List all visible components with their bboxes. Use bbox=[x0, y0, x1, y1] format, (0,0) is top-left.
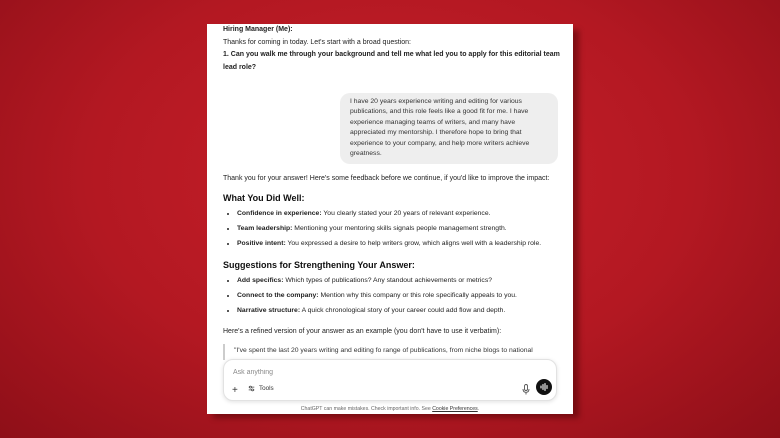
item-label: Add specifics: bbox=[237, 277, 284, 284]
question-line-1: 1. Can you walk me through your background and tell me what led you to apply for this editorial team bbox=[223, 51, 560, 58]
suggest-heading: Suggestions for Strengthening Your Answer: bbox=[223, 260, 415, 270]
well-heading: What You Did Well: bbox=[223, 193, 305, 203]
microphone-icon[interactable] bbox=[522, 384, 530, 395]
item-text: Mention why this company or this role specifically appeals to you. bbox=[318, 292, 517, 299]
item-text: Mentioning your mentoring skills signals people management strength. bbox=[292, 225, 507, 232]
list-item bbox=[237, 303, 559, 318]
well-section bbox=[223, 193, 559, 251]
item-text: A quick chronological story of your career could add flow and depth. bbox=[300, 307, 506, 314]
chat-window bbox=[207, 24, 573, 414]
tools-label: Tools bbox=[259, 385, 274, 392]
sliders-icon bbox=[248, 385, 255, 392]
disclaimer-text: ChatGPT can make mistakes. Check important info. See bbox=[300, 406, 433, 412]
list-item bbox=[237, 288, 559, 303]
plus-icon[interactable]: + bbox=[232, 385, 238, 396]
item-label: Positive intent: bbox=[237, 240, 286, 247]
question-line-2: lead role? bbox=[223, 64, 257, 71]
refined-intro: Here's a refined version of your answer as an example (you don't have to use it verbatim): bbox=[223, 328, 502, 335]
list-item bbox=[237, 273, 559, 288]
list-item bbox=[237, 221, 559, 236]
well-list bbox=[223, 206, 559, 251]
tools-button[interactable] bbox=[248, 385, 274, 392]
item-label: Narrative structure: bbox=[237, 307, 301, 314]
item-label: Confidence in experience: bbox=[237, 210, 322, 217]
disclaimer-end: . bbox=[477, 406, 480, 412]
list-item bbox=[237, 206, 559, 221]
voice-mode-button[interactable] bbox=[536, 379, 552, 395]
suggest-section bbox=[223, 260, 559, 318]
feedback-intro: Thank you for your answer! Here's some feedback before we continue, if you'd like to improve the impact: bbox=[223, 175, 550, 182]
chat-input[interactable] bbox=[233, 366, 513, 378]
intro-text: Thanks for coming in today. Let's start with a broad question: bbox=[223, 39, 411, 46]
user-message-bubble: I have 20 years experience writing and editing for various publications, and this role feels like a good fit for me. I have experience managing teams of writers, and many have appreciated my mentorship. I therefore hope to bring that experience to your company, and help more writers achieve greatness. bbox=[340, 93, 558, 164]
list-item bbox=[237, 236, 559, 251]
footer-disclaimer bbox=[207, 406, 573, 412]
composer bbox=[223, 359, 557, 401]
waveform-icon bbox=[536, 379, 552, 395]
item-label: Team leadership: bbox=[237, 225, 293, 232]
item-label: Connect to the company: bbox=[237, 292, 319, 299]
item-text: Which types of publications? Any standout achievements or metrics? bbox=[283, 277, 493, 284]
speaker-label: Hiring Manager (Me): bbox=[223, 26, 293, 33]
suggest-list bbox=[223, 273, 559, 318]
cookie-preferences-link[interactable]: Cookie Preferences bbox=[432, 406, 478, 412]
refined-quote: "I've spent the last 20 years writing and editing fo range of publications, from niche blogs to national bbox=[223, 344, 559, 360]
item-text: You expressed a desire to help writers grow, which aligns well with a leadership role. bbox=[285, 240, 542, 247]
item-text: You clearly stated your 20 years of relevant experience. bbox=[321, 210, 491, 217]
